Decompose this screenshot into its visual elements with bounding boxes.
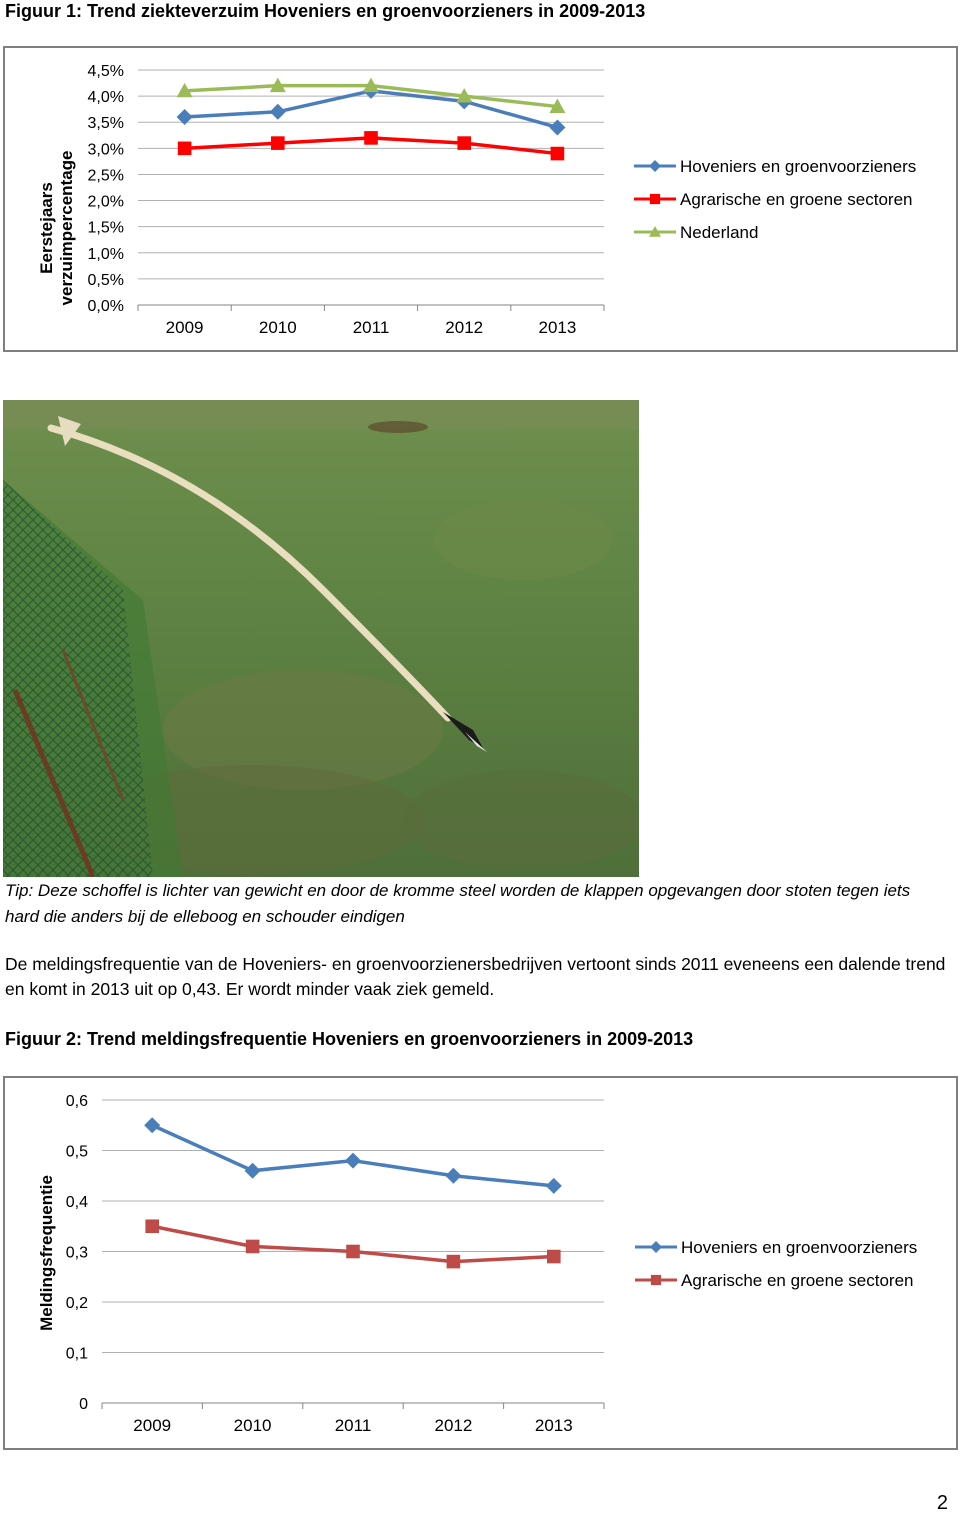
x-tick-label: 2009 xyxy=(133,1416,172,1435)
photo-caption: Tip: Deze schoffel is lichter van gewicht en door de kromme steel worden de klappen opgevangen door stoten tegen iets hard die anders bij de elleboog en schouder eindigen xyxy=(5,881,911,926)
y-tick-label: 0,6 xyxy=(65,1093,88,1110)
x-tick-label: 2012 xyxy=(445,318,484,337)
legend-label: Agrarische en groene sectoren xyxy=(680,190,913,209)
legend-label: Nederland xyxy=(680,223,759,242)
figure2-chart-frame xyxy=(3,1076,958,1450)
y-tick-label: 0,0% xyxy=(87,298,124,315)
x-tick-label: 2013 xyxy=(538,318,577,337)
y-tick-label: 0,2 xyxy=(65,1295,88,1312)
x-tick-label: 2011 xyxy=(352,318,390,337)
y-tick-label: 0,4 xyxy=(65,1194,88,1211)
y-tick-label: 0,1 xyxy=(65,1345,88,1363)
data-point xyxy=(345,1153,361,1169)
figure1-chart-frame xyxy=(3,46,958,352)
data-point xyxy=(457,136,471,150)
y-tick-label: 2,5% xyxy=(87,167,124,185)
page-number: 2 xyxy=(936,1492,948,1514)
x-tick-label: 2013 xyxy=(534,1416,573,1435)
legend-label: Agrarische en groene sectoren xyxy=(681,1271,914,1290)
legend-marker xyxy=(650,194,660,204)
y-tick-label: 1,5% xyxy=(87,219,124,237)
data-point xyxy=(547,1250,561,1264)
x-tick-label: 2010 xyxy=(258,318,297,337)
legend-marker xyxy=(649,160,661,172)
figure2-title: Figuur 2: Trend meldingsfrequentie Hoveniers en groenvoorzieners in 2009-2013 xyxy=(5,1029,694,1049)
data-point xyxy=(551,147,565,161)
y-tick-label: 0,3 xyxy=(65,1244,88,1262)
y-tick-label: 2,0% xyxy=(87,193,124,211)
body-paragraph: De meldingsfrequentie van de Hoveniers- en groenvoorzienersbedrijven vertoont sinds 2011 eveneens een dalende trend en komt in 2013 uit op 0,43. Er wordt minder vaak ziek gemeld. xyxy=(5,954,946,999)
legend-label: Hoveniers en groenvoorzieners xyxy=(681,1238,918,1257)
data-point xyxy=(144,1117,160,1133)
data-point xyxy=(546,1178,562,1194)
y-tick-label: 0 xyxy=(79,1396,88,1413)
legend-marker xyxy=(650,1241,662,1253)
data-point xyxy=(270,104,286,120)
figure1-ylabel-line2: verzuimpercentage xyxy=(57,150,76,306)
x-tick-label: 2009 xyxy=(165,318,204,337)
y-tick-label: 0,5% xyxy=(87,271,124,289)
figure2-ylabel: Meldingsfrequentie xyxy=(37,1175,56,1331)
y-tick-label: 4,5% xyxy=(87,63,124,80)
data-point xyxy=(245,1163,261,1179)
y-tick-label: 4,0% xyxy=(87,89,124,107)
data-point xyxy=(364,131,378,145)
figure2-line-chart xyxy=(5,1078,956,1448)
x-tick-label: 2012 xyxy=(434,1416,473,1435)
x-tick-label: 2011 xyxy=(334,1416,372,1435)
data-point xyxy=(271,136,285,150)
data-point xyxy=(246,1240,260,1254)
y-tick-label: 3,0% xyxy=(87,141,124,159)
data-point xyxy=(447,1255,461,1269)
data-point xyxy=(346,1245,360,1259)
data-point xyxy=(178,142,192,156)
data-point xyxy=(445,1168,461,1184)
y-tick-label: 3,5% xyxy=(87,115,124,133)
legend-label: Hoveniers en groenvoorzieners xyxy=(680,157,917,176)
figure1-title: Figuur 1: Trend ziekteverzuim Hoveniers en groenvoorzieners in 2009-2013 xyxy=(5,1,646,21)
figure1-line-chart xyxy=(5,48,956,350)
data-point xyxy=(145,1219,159,1233)
y-tick-label: 0,5 xyxy=(65,1143,88,1161)
legend-marker xyxy=(651,1275,661,1285)
y-tick-label: 1,0% xyxy=(87,245,124,263)
figure1-ylabel-line1: Eerstejaars xyxy=(37,182,56,274)
garden-hoe-photo xyxy=(3,400,639,877)
x-tick-label: 2010 xyxy=(233,1416,272,1435)
